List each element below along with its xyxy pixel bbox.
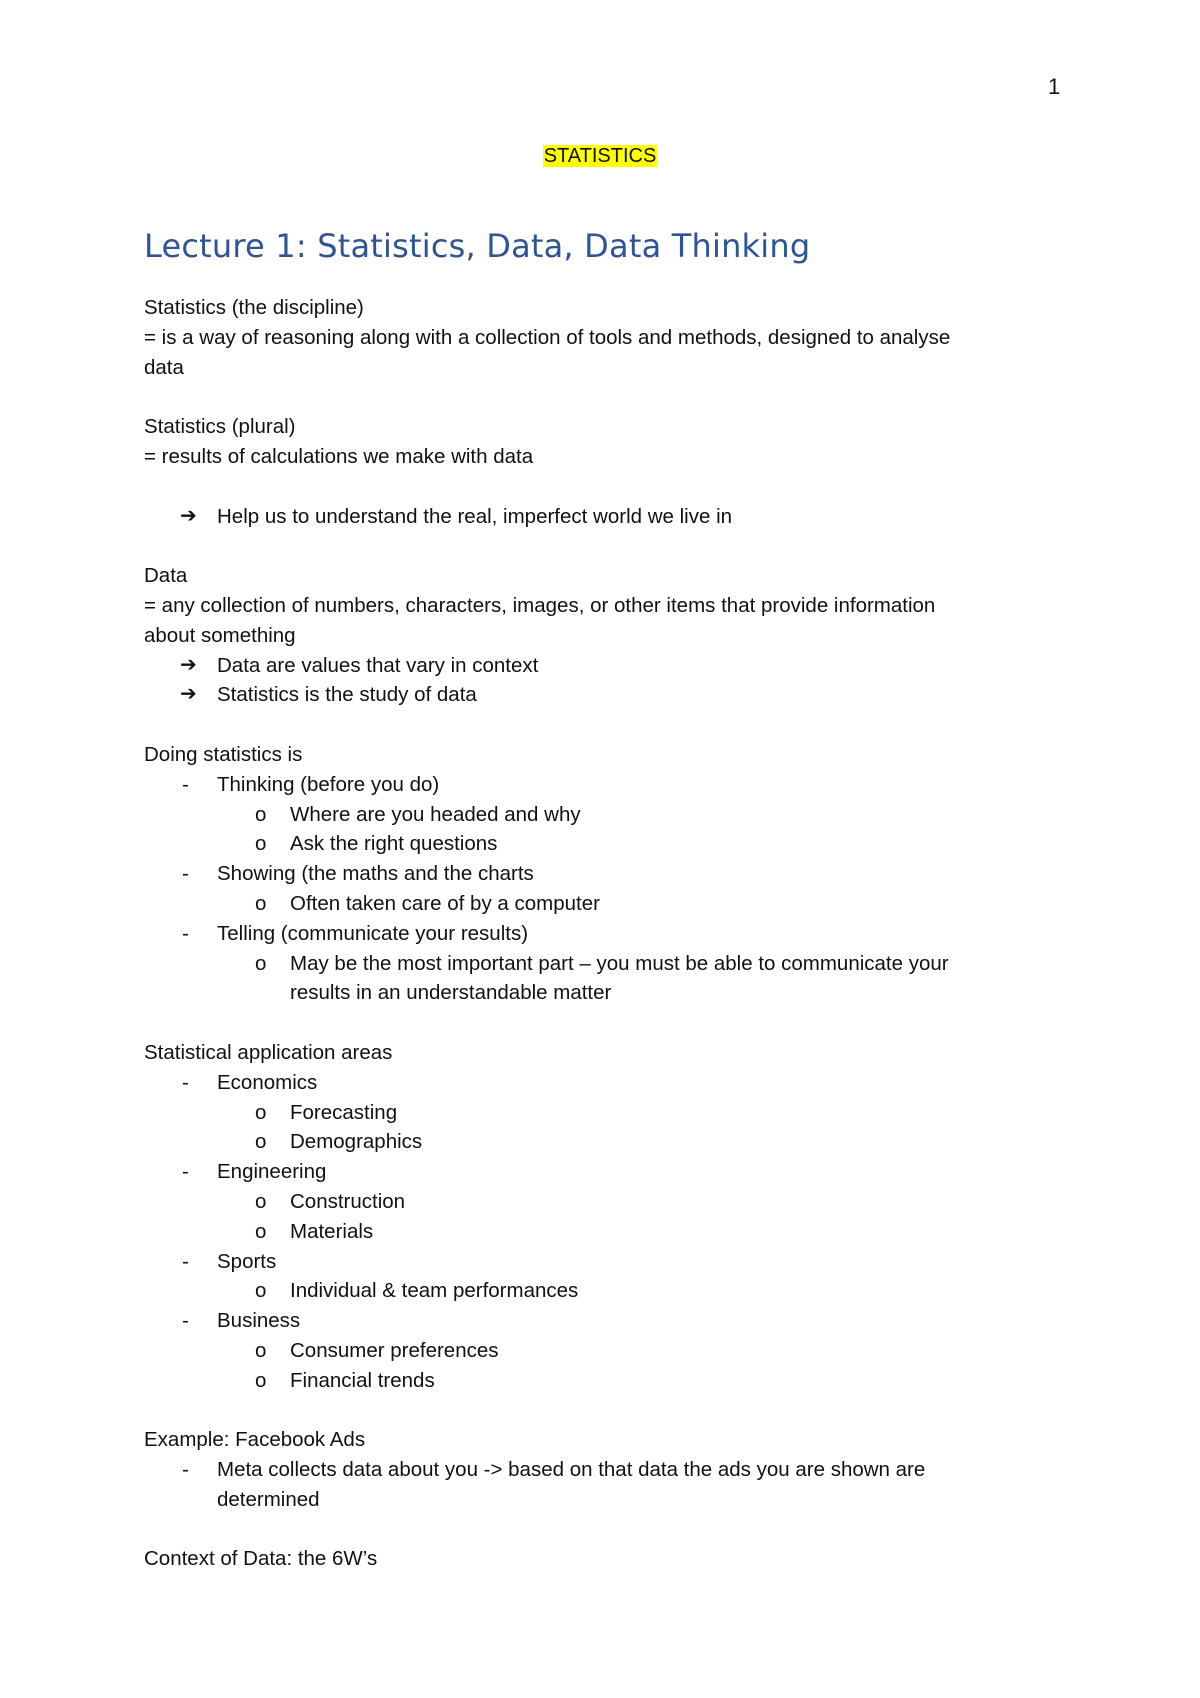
list-item-text: Engineering bbox=[217, 1160, 327, 1184]
list-item bbox=[144, 770, 1044, 800]
sub-list-item-text: Construction bbox=[290, 1189, 406, 1213]
list-item bbox=[144, 1068, 1044, 1098]
arrow-item-text: Help us to understand the real, imperfect world we live in bbox=[217, 504, 733, 528]
list-item-text: Telling (communicate your results) bbox=[217, 921, 529, 945]
document-body bbox=[144, 293, 1044, 1574]
circle-bullet-icon: o bbox=[255, 1100, 267, 1124]
sub-list-item bbox=[144, 829, 1044, 859]
arrow-icon: ➔ bbox=[180, 683, 197, 706]
list-item bbox=[144, 1247, 1044, 1277]
sub-list-item bbox=[144, 1276, 1044, 1306]
circle-bullet-icon: o bbox=[255, 951, 267, 975]
page-number: 1 bbox=[1048, 74, 1061, 99]
sub-list-item bbox=[144, 949, 1044, 979]
definition-line: = results of calculations we make with data bbox=[144, 444, 534, 468]
sub-list-item bbox=[144, 1217, 1044, 1247]
circle-bullet-icon: o bbox=[255, 891, 267, 915]
list-item-text: Thinking (before you do) bbox=[217, 772, 440, 796]
list-item bbox=[144, 1306, 1044, 1336]
circle-bullet-icon: o bbox=[255, 1189, 267, 1213]
title-highlight: STATISTICS bbox=[543, 145, 657, 167]
list-item-continuation: determined bbox=[217, 1487, 320, 1511]
document-title bbox=[0, 143, 1200, 169]
arrow-item bbox=[144, 680, 1044, 710]
sub-list-item-text: Where are you headed and why bbox=[290, 802, 581, 826]
definition-line: = any collection of numbers, characters, images, or other items that provide information bbox=[144, 593, 936, 617]
circle-bullet-icon: o bbox=[255, 1368, 267, 1392]
definition-line: data bbox=[144, 355, 184, 379]
list-item bbox=[144, 1455, 1044, 1485]
section-heading-doing-statistics: Doing statistics is bbox=[144, 742, 303, 766]
arrow-item-text: Statistics is the study of data bbox=[217, 683, 477, 707]
arrow-icon: ➔ bbox=[180, 504, 197, 527]
sub-list-item-text: Consumer preferences bbox=[290, 1338, 499, 1362]
sub-list-item-text: Individual & team performances bbox=[290, 1279, 579, 1303]
sub-list-item bbox=[144, 1187, 1044, 1217]
list-item-text: Showing (the maths and the charts bbox=[217, 862, 534, 886]
list-item bbox=[144, 919, 1044, 949]
sub-list-item-text: May be the most important part – you must be able to communicate your bbox=[290, 951, 949, 975]
sub-list-item-text: Demographics bbox=[290, 1130, 423, 1154]
dash-bullet: - bbox=[182, 1160, 189, 1184]
section-heading-example: Example: Facebook Ads bbox=[144, 1428, 366, 1452]
term-statistics-plural: Statistics (plural) bbox=[144, 415, 296, 439]
circle-bullet-icon: o bbox=[255, 832, 267, 856]
sub-list-item bbox=[144, 1127, 1044, 1157]
sub-list-item bbox=[144, 889, 1044, 919]
term-data: Data bbox=[144, 564, 188, 588]
sub-list-item bbox=[144, 1336, 1044, 1366]
dash-bullet: - bbox=[182, 921, 189, 945]
sub-list-item bbox=[144, 800, 1044, 830]
dash-bullet: - bbox=[182, 1249, 189, 1273]
term-statistics-discipline: Statistics (the discipline) bbox=[144, 296, 364, 319]
circle-bullet-icon: o bbox=[255, 1130, 267, 1154]
definition-line: about something bbox=[144, 623, 296, 647]
dash-bullet: - bbox=[182, 1458, 189, 1482]
list-item-text: Meta collects data about you -> based on that data the ads you are shown are bbox=[217, 1458, 926, 1482]
arrow-item-text: Data are values that vary in context bbox=[217, 653, 539, 677]
sub-list-item-text: Often taken care of by a computer bbox=[290, 891, 600, 915]
sub-list-item-text: Forecasting bbox=[290, 1100, 398, 1124]
arrow-item bbox=[144, 502, 1044, 532]
sub-list-item bbox=[144, 1098, 1044, 1128]
sub-list-item-text: Materials bbox=[290, 1219, 374, 1243]
definition-line: = is a way of reasoning along with a collection of tools and methods, designed to analyse bbox=[144, 325, 951, 349]
lecture-heading: Lecture 1: Statistics, Data, Data Thinking bbox=[144, 227, 811, 265]
dash-bullet: - bbox=[182, 1309, 189, 1333]
dash-bullet: - bbox=[182, 862, 189, 886]
circle-bullet-icon: o bbox=[255, 1279, 267, 1303]
dash-bullet: - bbox=[182, 1070, 189, 1094]
circle-bullet-icon: o bbox=[255, 1219, 267, 1243]
sub-list-item-continuation: results in an understandable matter bbox=[290, 981, 612, 1005]
sub-list-item-text: Ask the right questions bbox=[290, 832, 498, 856]
list-item bbox=[144, 859, 1044, 889]
arrow-icon: ➔ bbox=[180, 653, 197, 676]
list-item-text: Economics bbox=[217, 1070, 318, 1094]
arrow-item bbox=[144, 651, 1044, 681]
list-item-text: Business bbox=[217, 1309, 301, 1333]
dash-bullet: - bbox=[182, 772, 189, 796]
list-item-text: Sports bbox=[217, 1249, 277, 1273]
sub-list-item-text: Financial trends bbox=[290, 1368, 435, 1392]
section-heading-context: Context of Data: the 6W’s bbox=[144, 1547, 378, 1571]
list-item bbox=[144, 1157, 1044, 1187]
circle-bullet-icon: o bbox=[255, 1338, 267, 1362]
section-heading-application-areas: Statistical application areas bbox=[144, 1040, 393, 1064]
sub-list-item bbox=[144, 1366, 1044, 1396]
circle-bullet-icon: o bbox=[255, 802, 267, 826]
